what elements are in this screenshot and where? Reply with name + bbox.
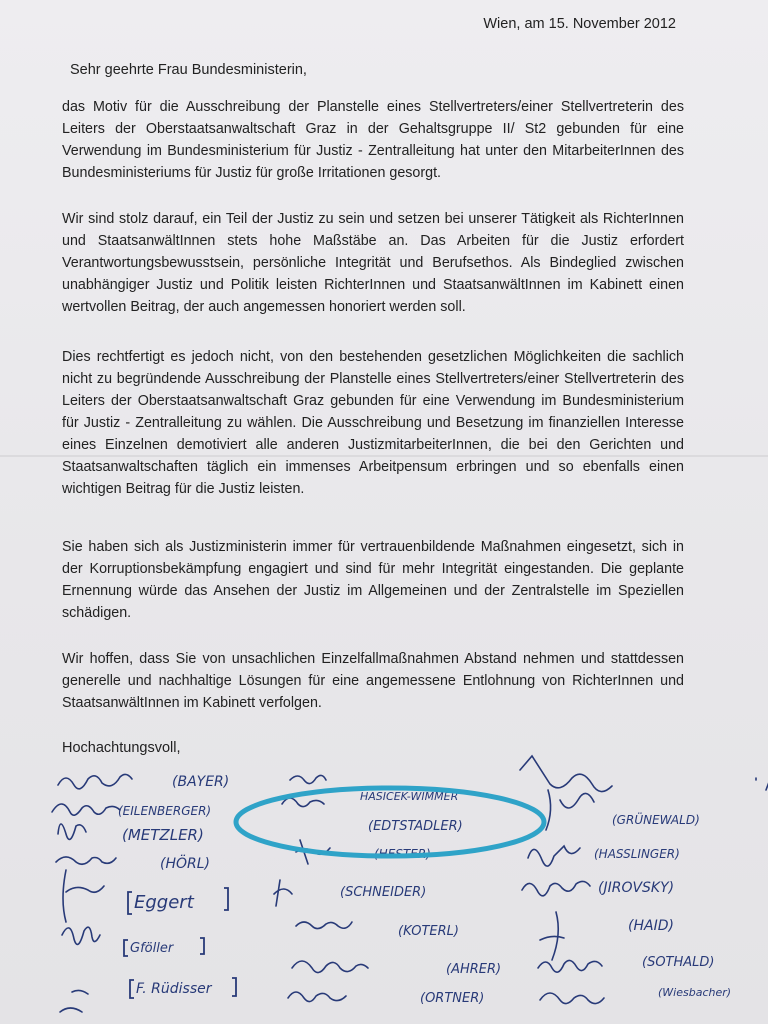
sig-name-gruenewald: (GRÜNEWALD) [612, 813, 700, 827]
sig-name-eggert: Eggert [134, 892, 194, 913]
paragraph-1: das Motiv für die Ausschreibung der Planstelle eines Stellvertreters/einer Stellvertreterin des Leiters der Oberstaatsanwaltschaft Graz in der Gehaltsgruppe II/ St2 gebunden für eine Verwendung im Bundesministerium für Justiz - Zentralleitung hat unter den MitarbeiterInnen des Bundesministeriums für Justiz für große Irritationen gesorgt. [62, 99, 684, 181]
sig-name-koterl: (KOTERL) [398, 924, 459, 939]
letter-date: Wien, am 15. November 2012 [483, 16, 676, 32]
sig-name-metzler: (METZLER) [122, 826, 204, 844]
paragraph-3: Dies rechtfertigt es jedoch nicht, von den bestehenden gesetzlichen Möglichkeiten die sachlich nicht zu begründende Ausschreibung der Planstelle eines Stellvertreters/einer Stellvertreterin des Leiters der Oberstaatsanwaltschaft Graz gebunden für eine Verwendung im Bundesministerium für Justiz - Zentralleitung zu wählen. Die Ausschreibung und Besetzung im finanziellen Interesse eines Einzelnen demotiviert alle anderen JustizmitarbeiterInnen, die bei den Gerichten und Staatsanwaltschaften täglich ein immenses Arbeitpensum erbringen und so ebenfalls einen wichtigen Beitrag für die Justiz leisten. [62, 349, 684, 497]
sig-name-ortner: (ORTNER) [420, 991, 485, 1006]
sig-name-sothald: (SOTHALD) [642, 955, 715, 970]
letter-closing: Hochachtungsvoll, [62, 740, 181, 756]
sig-name-ruedisser: F. Rüdisser [136, 981, 212, 997]
sig-name-edtstadler: (EDTSTADLER) [368, 819, 463, 834]
sig-name-hester: (HESTER) [374, 847, 431, 861]
sig-name-eilenberger: (EILENBERGER) [118, 804, 212, 818]
paragraph-2: Wir sind stolz darauf, ein Teil der Justiz zu sein und setzen bei unserer Tätigkeit als RichterInnen und StaatsanwältInnen stets hohe Maßstäbe an. Das Arbeiten für die Justiz erfordert Verantwortungsbewusstsein, persönliche Integrität und Berufsethos. Als Bindeglied zwischen unabhängiger Justiz und Politik leisten RichterInnen und StaatsanwältInnen im Kabinett einen wertvollen Beitrag, der auch angemessen honoriert werden soll. [62, 211, 684, 315]
signature-names [118, 774, 731, 1006]
sig-name-hasslinger: (HASSLINGER) [594, 847, 680, 861]
sig-name-bayer: (BAYER) [172, 774, 230, 790]
letter-salutation: Sehr geehrte Frau Bundesministerin, [70, 62, 307, 78]
sig-name-jirovsky: (JIROVSKY) [598, 880, 675, 896]
sig-name-wiesbacher: (Wiesbacher) [658, 986, 732, 999]
sig-name-hasicek-wimmer: HASICEK-WIMMER [360, 790, 459, 803]
sig-name-gfoeller: Gföller [130, 941, 174, 956]
paragraph-4: Sie haben sich als Justizministerin immer für vertrauenbildende Maßnahmen eingesetzt, sich in der Korruptionsbekämpfung engagiert und sind für mehr Integrität eingestanden. Die geplante Ernennung würde das Ansehen der Justiz im Allgemeinen und der Zentralstelle im Speziellen schädigen. [62, 539, 684, 621]
sig-name-hoerl: (HÖRL) [160, 856, 210, 872]
sig-name-ahrer: (AHRER) [446, 962, 502, 977]
paragraph-5: Wir hoffen, dass Sie von unsachlichen Einzelfallmaßnahmen Abstand nehmen und stattdessen generelle und nachhaltige Lösungen für eine angemessene Entlohnung von RichterInnen und StaatsanwältInnen im Kabinett verfolgen. [62, 651, 684, 711]
sig-name-schneider: (SCHNEIDER) [340, 885, 427, 900]
sig-name-haid: (HAID) [628, 918, 674, 934]
